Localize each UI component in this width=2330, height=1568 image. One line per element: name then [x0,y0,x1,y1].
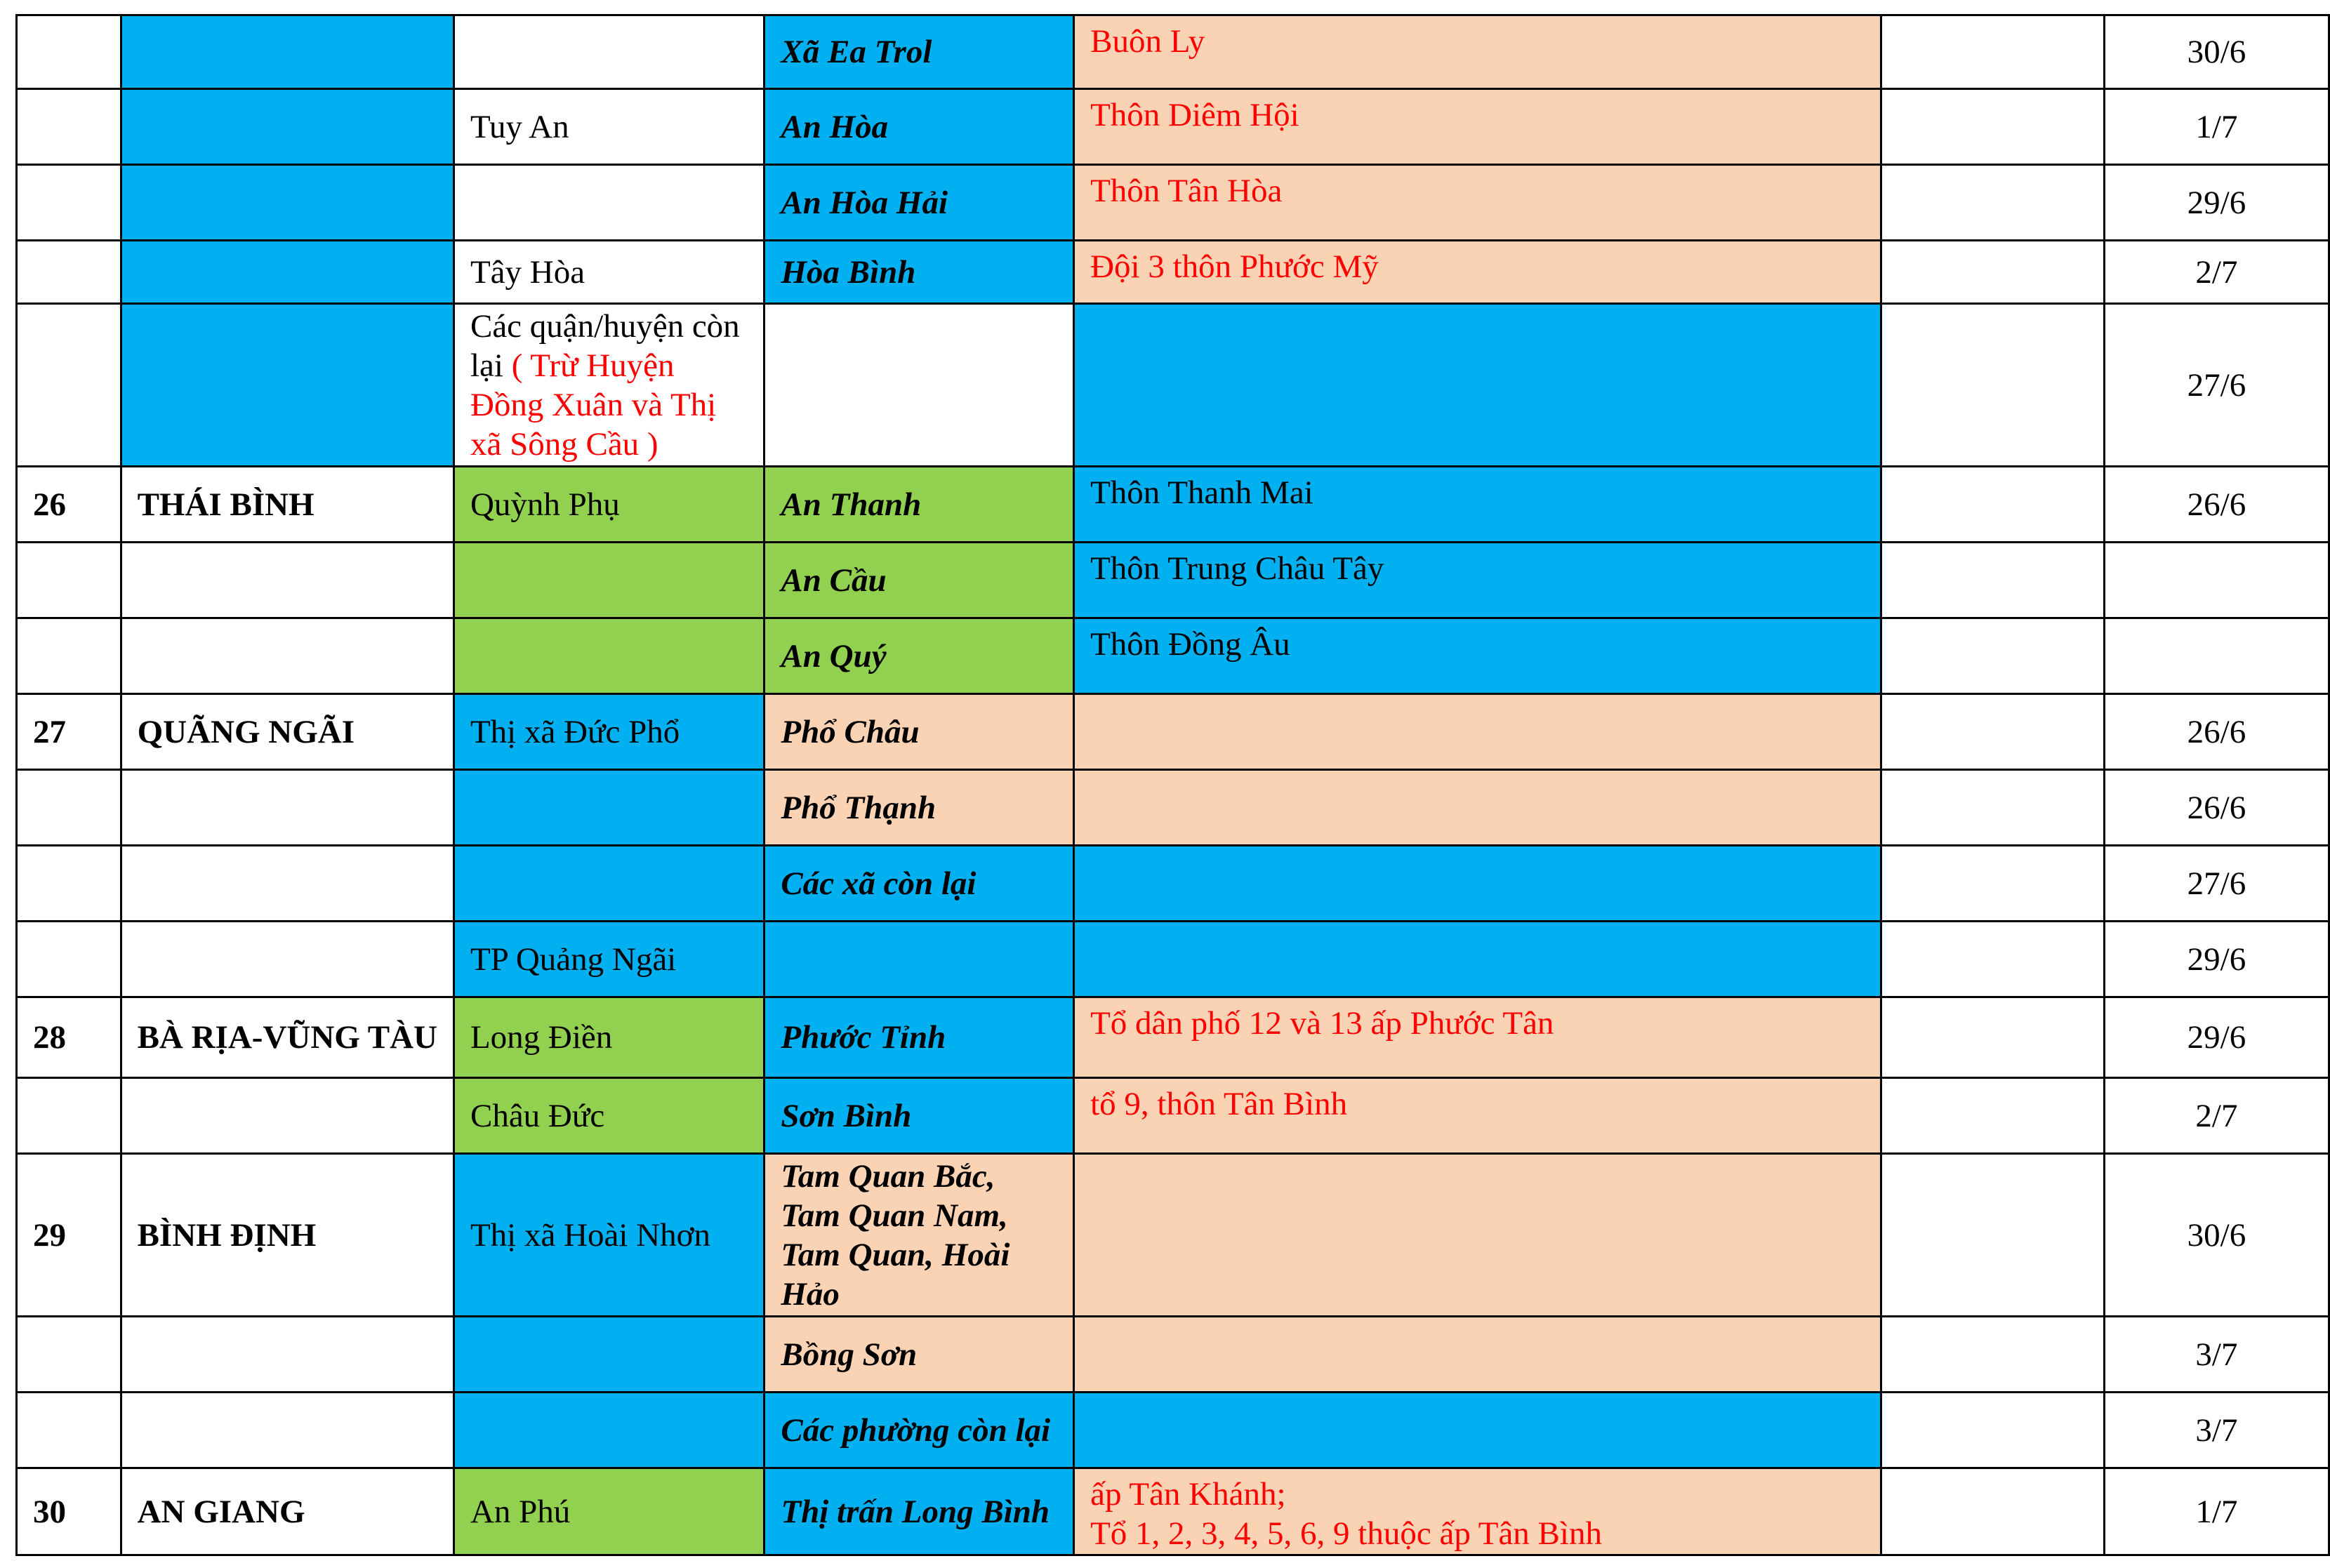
village-cell [1074,694,1881,770]
date-cell: 27/6 [2104,846,2329,922]
table-body [17,15,2329,1555]
district-cell [454,543,764,618]
date-cell: 29/6 [2104,997,2329,1078]
province-cell: QUÃNG NGÃI [121,694,454,770]
row-number-cell [17,89,121,165]
table-row [17,89,2329,165]
district-cell [454,165,764,241]
row-number-cell [17,304,121,467]
row-number-cell [17,922,121,997]
province-cell [121,846,454,922]
province-cell [121,1393,454,1468]
commune-cell: Phổ Thạnh [764,770,1074,846]
table-row [17,1078,2329,1154]
commune-cell: Thị trấn Long Bình [764,1468,1074,1555]
district-cell [454,922,764,997]
date-cell: 26/6 [2104,467,2329,543]
province-cell [121,89,454,165]
commune-cell: Tam Quan Bắc, Tam Quan Nam, Tam Quan, Hoài Hảo [764,1154,1074,1317]
table-row [17,165,2329,241]
commune-cell [764,304,1074,467]
commune-cell: Các phường còn lại [764,1393,1074,1468]
village-cell: Thôn Đồng Âu [1074,618,1881,694]
district-cell [454,618,764,694]
row-number-cell [17,165,121,241]
village-cell [1074,304,1881,467]
district-name: Tây Hòa [470,253,585,291]
district-cell [454,1468,764,1555]
village-cell [1074,770,1881,846]
province-cell [121,304,454,467]
table-row [17,304,2329,467]
district-exception-note: ( Trừ Huyện Đồng Xuân và Thị xã Sông Cầu ) [470,347,717,463]
date-cell: 2/7 [2104,241,2329,304]
district-name: An Phú [470,1493,571,1530]
commune-cell: Phước Tỉnh [764,997,1074,1078]
date-cell: 26/6 [2104,770,2329,846]
district-name: Long Điền [470,1019,613,1056]
date-cell: 1/7 [2104,89,2329,165]
table-row [17,846,2329,922]
table-row [17,1317,2329,1393]
province-cell [121,15,454,89]
blank-cell [1881,165,2104,241]
district-name: Thị xã Đức Phổ [470,713,680,750]
blank-cell [1881,922,2104,997]
district-cell [454,1078,764,1154]
row-number-cell: 30 [17,1468,121,1555]
row-number-cell [17,1078,121,1154]
province-cell: THÁI BÌNH [121,467,454,543]
blank-cell [1881,241,2104,304]
date-cell: 29/6 [2104,165,2329,241]
village-cell: Thôn Diêm Hội [1074,89,1881,165]
date-cell: 3/7 [2104,1317,2329,1393]
date-cell: 1/7 [2104,1468,2329,1555]
date-cell [2104,618,2329,694]
date-cell [2104,543,2329,618]
commune-cell: An Cầu [764,543,1074,618]
row-number-cell: 28 [17,997,121,1078]
district-cell [454,770,764,846]
blank-cell [1881,770,2104,846]
row-number-cell [17,846,121,922]
village-cell [1074,922,1881,997]
province-cell: BÌNH ĐỊNH [121,1154,454,1317]
table-row [17,1393,2329,1468]
table-row [17,770,2329,846]
commune-cell: An Quý [764,618,1074,694]
blank-cell [1881,618,2104,694]
blank-cell [1881,543,2104,618]
province-cell: AN GIANG [121,1468,454,1555]
blank-cell [1881,997,2104,1078]
district-name: Tuy An [470,108,569,145]
village-cell: Thôn Trung Châu Tây [1074,543,1881,618]
commune-cell: An Hòa [764,89,1074,165]
schedule-table [15,14,2330,1556]
province-cell [121,543,454,618]
date-cell: 30/6 [2104,1154,2329,1317]
commune-cell: An Thanh [764,467,1074,543]
village-cell [1074,1317,1881,1393]
district-cell [454,304,764,467]
province-cell [121,618,454,694]
province-cell [121,770,454,846]
row-number-cell [17,770,121,846]
district-cell [454,1393,764,1468]
row-number-cell [17,15,121,89]
commune-cell: Xã Ea Trol [764,15,1074,89]
blank-cell [1881,1317,2104,1393]
blank-cell [1881,304,2104,467]
date-cell: 3/7 [2104,1393,2329,1468]
table-row [17,1468,2329,1555]
blank-cell [1881,1078,2104,1154]
village-cell: Buôn Ly [1074,15,1881,89]
table-row [17,694,2329,770]
district-cell [454,846,764,922]
village-cell [1074,1154,1881,1317]
district-name: Thị xã Hoài Nhơn [470,1216,711,1254]
row-number-cell [17,241,121,304]
village-cell: ấp Tân Khánh; Tổ 1, 2, 3, 4, 5, 6, 9 thuộc ấp Tân Bình [1074,1468,1881,1555]
district-cell [454,1317,764,1393]
district-name: Quỳnh Phụ [470,486,620,523]
commune-cell: Bồng Sơn [764,1317,1074,1393]
commune-cell: Phổ Châu [764,694,1074,770]
village-cell [1074,846,1881,922]
province-cell [121,922,454,997]
district-cell [454,467,764,543]
province-cell [121,1317,454,1393]
blank-cell [1881,1393,2104,1468]
province-cell: BÀ RỊA-VŨNG TÀU [121,997,454,1078]
table-row [17,618,2329,694]
blank-cell [1881,467,2104,543]
row-number-cell [17,1393,121,1468]
row-number-cell: 29 [17,1154,121,1317]
blank-cell [1881,694,2104,770]
district-name: TP Quảng Ngãi [470,941,677,978]
blank-cell [1881,1154,2104,1317]
village-cell: Thôn Thanh Mai [1074,467,1881,543]
district-cell [454,15,764,89]
province-cell [121,1078,454,1154]
district-cell [454,241,764,304]
date-cell: 2/7 [2104,1078,2329,1154]
commune-cell: Các xã còn lại [764,846,1074,922]
village-cell: Thôn Tân Hòa [1074,165,1881,241]
commune-cell: An Hòa Hải [764,165,1074,241]
district-cell [454,89,764,165]
district-name: Các quận/huyện còn lại [470,307,740,384]
row-number-cell [17,618,121,694]
table-row [17,15,2329,89]
village-cell: tổ 9, thôn Tân Bình [1074,1078,1881,1154]
village-cell: Tổ dân phố 12 và 13 ấp Phước Tân [1074,997,1881,1078]
blank-cell [1881,846,2104,922]
blank-cell [1881,15,2104,89]
table-row [17,241,2329,304]
commune-cell: Hòa Bình [764,241,1074,304]
province-cell [121,241,454,304]
row-number-cell [17,543,121,618]
district-cell [454,1154,764,1317]
table-row [17,543,2329,618]
date-cell: 26/6 [2104,694,2329,770]
table-row [17,467,2329,543]
province-cell [121,165,454,241]
date-cell: 30/6 [2104,15,2329,89]
row-number-cell: 26 [17,467,121,543]
date-cell: 29/6 [2104,922,2329,997]
district-cell [454,997,764,1078]
village-cell: Đội 3 thôn Phước Mỹ [1074,241,1881,304]
blank-cell [1881,1468,2104,1555]
row-number-cell [17,1317,121,1393]
blank-cell [1881,89,2104,165]
district-name: Châu Đức [470,1097,605,1134]
row-number-cell: 27 [17,694,121,770]
table-row [17,997,2329,1078]
commune-cell: Sơn Bình [764,1078,1074,1154]
table-row [17,1154,2329,1317]
village-cell [1074,1393,1881,1468]
commune-cell [764,922,1074,997]
table-row [17,922,2329,997]
district-cell [454,694,764,770]
date-cell: 27/6 [2104,304,2329,467]
